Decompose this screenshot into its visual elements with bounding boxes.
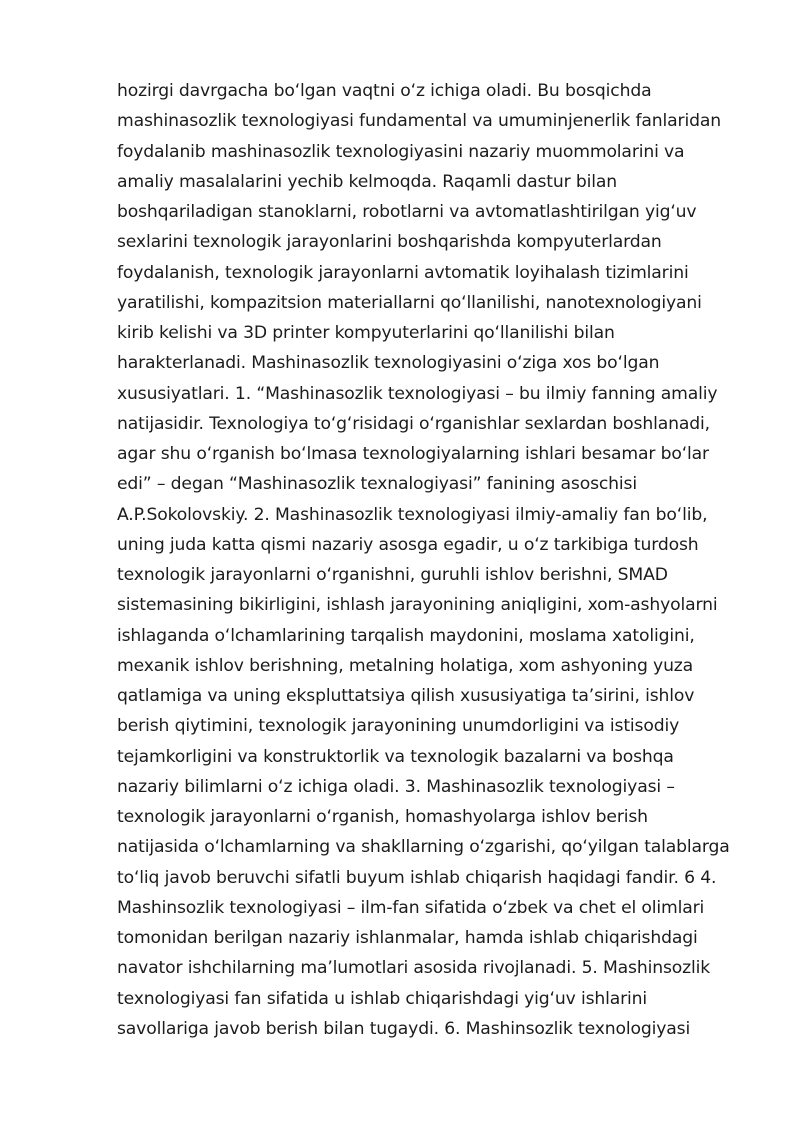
- text-line: ishlaganda oʻlchamlarining tarqalish maydonini, moslama xatoligini,: [117, 625, 695, 646]
- text-line: berish qiytimini, texnologik jarayonining unumdorligini va istisodiy: [117, 716, 680, 737]
- text-line: sexlarini texnologik jarayonlarini boshqarishda kompyuterlardan: [117, 232, 662, 253]
- text-line: yaratilishi, kompazitsion materiallarni qoʻllanilishi, nanotexnologiyani: [117, 292, 702, 313]
- body-text: [117, 76, 757, 1044]
- text-line: texnologik jarayonlarni oʻrganishni, guruhli ishlov berishni, SMAD: [117, 565, 668, 585]
- text-line: Mashinsozlik texnologiyasi – ilm-fan sifatida oʻzbek va chet el olimlari: [117, 897, 705, 918]
- text-line: toʻliq javob beruvchi sifatli buyum ishlab chiqarish haqidagi fandir. 6 4.: [117, 867, 717, 888]
- text-line: A.P.Sokolovskiy. 2. Mashinasozlik texnologiyasi ilmiy-amaliy fan boʻlib,: [117, 504, 708, 525]
- text-line: navator ishchilarning ma’lumotlari asosida rivojlanadi. 5. Mashinsozlik: [117, 958, 711, 979]
- text-line: amaliy masalalarini yechib kelmoqda. Raqamli dastur bilan: [117, 171, 617, 192]
- text-line: foydalanish, texnologik jarayonlarni avtomatik loyihalash tizimlarini: [117, 262, 689, 283]
- text-line: kirib kelishi va 3D printer kompyuterlarini qoʻllanilishi bilan: [117, 323, 615, 343]
- text-line: qatlamiga va uning ekspluttatsiya qilish xususiyatiga ta’sirini, ishlov: [117, 686, 695, 706]
- text-line: edi” – degan “Mashinasozlik texnalogiyasi” fanining asoschisi: [117, 474, 637, 495]
- text-line: uning juda katta qismi nazariy asosga egadir, u oʻz tarkibiga turdosh: [117, 534, 699, 555]
- text-line: sistemasining bikirligini, ishlash jarayonining aniqligini, xom-ashyolarni: [117, 595, 718, 616]
- text-line: mashinasozlik texnologiyasi fundamental va umuminjenerlik fanlaridan: [117, 111, 721, 132]
- text-line: boshqariladigan stanoklarni, robotlarni va avtomatlashtirilgan yigʻuv: [117, 202, 697, 222]
- text-line: mexanik ishlov berishning, metalning holatiga, xom ashyoning yuza: [117, 655, 694, 676]
- text-line: savollariga javob berish bilan tugaydi. 6. Mashinsozlik texnologiyasi: [117, 1018, 691, 1039]
- text-line: foydalanib mashinasozlik texnologiyasini nazariy muommolarini va: [117, 141, 685, 162]
- text-line: texnologik jarayonlarni oʻrganish, homashyolarga ishlov berish: [117, 807, 648, 827]
- text-line: nazariy bilimlarni oʻz ichiga oladi. 3. Mashinasozlik texnologiyasi –: [117, 776, 675, 797]
- text-line: agar shu oʻrganish boʻlmasa texnologiyalarning ishlari besamar boʻlar: [117, 444, 709, 464]
- text-line: tejamkorligini va konstruktorlik va texnologik bazalarni va boshqa: [117, 746, 674, 767]
- text-line: xususiyatlari. 1. “Mashinasozlik texnologiyasi – bu ilmiy fanning amaliy: [117, 383, 718, 404]
- text-line: tomonidan berilgan nazariy ishlanmalar, hamda ishlab chiqarishdagi: [117, 928, 698, 948]
- text-line: natijasida oʻlchamlarning va shakllarning oʻzgarishi, qoʻyilgan talablarga: [117, 837, 730, 858]
- text-line: harakterlanadi. Mashinasozlik texnologiyasini oʻziga xos boʻlgan: [117, 353, 660, 374]
- text-line: natijasidir. Texnologiya toʻgʻrisidagi oʻrganishlar sexlardan boshlanadi,: [117, 413, 710, 434]
- text-line: texnologiyasi fan sifatida u ishlab chiqarishdagi yigʻuv ishlarini: [117, 988, 648, 1009]
- text-line: hozirgi davrgacha boʻlgan vaqtni oʻz ichiga oladi. Bu bosqichda: [117, 81, 652, 101]
